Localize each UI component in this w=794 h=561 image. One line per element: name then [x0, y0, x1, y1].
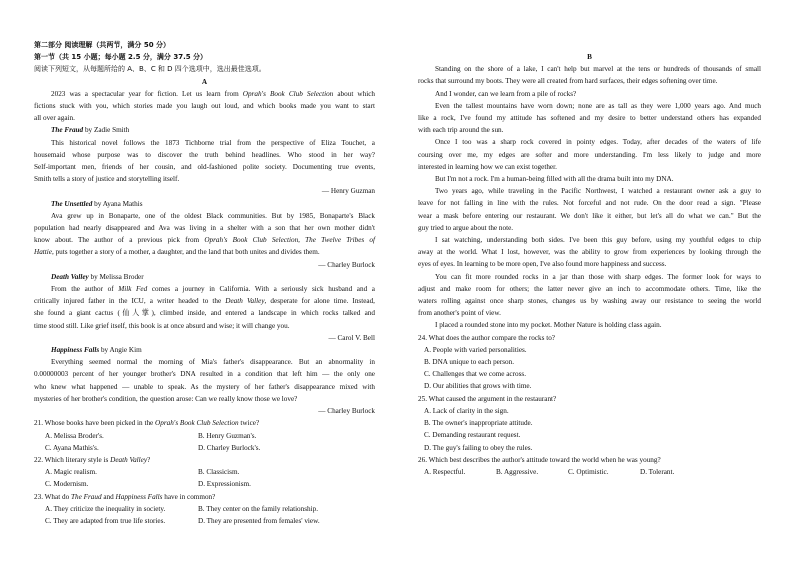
book-entry	[34, 344, 375, 417]
text-line: eyes of eyes. In learning to be more open, I've also found more happiness and success.	[418, 260, 667, 269]
text-line: leave for not falling in line with the rules. Not forceful and not rude. On the door read a sign. "Please	[418, 199, 761, 208]
question-stem: 25. What caused the argument in the restaurant?	[418, 394, 557, 403]
text-line: rocks that surround my boots. They were all created from hard surfaces, their edges softening over time.	[418, 77, 718, 86]
book-text-line: Ava grew up in Bonaparte, one of the oldest Black communities. But by 1985, Bonaparte's Black	[51, 211, 375, 220]
text-line: adjust and make room for others; the latter never give an inch to accommodate others. Time, like the	[418, 284, 761, 293]
text-line: with each trip around the sun.	[418, 126, 504, 135]
text-line: Even the tallest mountains have worn down; none are as tall as they were 1,000 years ago. And much	[435, 101, 761, 110]
book-text-line: Self-important men, friends of her cousin, and old-fashioned polite society. Documenting true events,	[34, 163, 375, 172]
option-row	[34, 430, 375, 442]
option[interactable]: C. Optimistic.	[568, 467, 609, 476]
paragraph	[418, 185, 761, 234]
book-heading: Happiness Falls by Angie Kim	[51, 346, 142, 355]
book-entry	[34, 271, 375, 344]
text-line: coursing over me, my edges are softer and more understanding. I'm less likely to judge and more	[418, 150, 761, 159]
option[interactable]: D. Charley Burlock's.	[198, 443, 261, 452]
paragraph	[418, 234, 761, 271]
paragraph	[418, 271, 761, 320]
passage-a-intro	[34, 88, 375, 125]
passage-a-label: A	[201, 77, 208, 86]
option[interactable]: A. Magic realism.	[45, 468, 97, 477]
question-stem: 24. What does the author compare the rocks to?	[418, 333, 555, 342]
question	[34, 454, 375, 491]
option[interactable]: C. Ayana Mathis's.	[45, 443, 99, 452]
book-text-line: Hattie, puts together a story of a mother, a daughter, and the land that both unites and divides them.	[34, 248, 320, 257]
book-heading: The Fraud by Zadie Smith	[51, 126, 130, 135]
book-entry	[34, 124, 375, 197]
paragraph	[418, 173, 761, 185]
option[interactable]: D. Expressionism.	[198, 480, 251, 489]
text-line: away at the world. What I lost, however, was the ability to grow from experiences by looking through the	[418, 248, 761, 257]
reviewer: — Henry Guzman	[321, 187, 375, 196]
option-row	[34, 478, 375, 490]
option[interactable]: B. They center on the family relationship.	[198, 504, 319, 513]
text-line: And I wonder, can we learn from a pile of rocks?	[435, 89, 577, 98]
option[interactable]: A. People with varied personalities.	[424, 345, 527, 354]
option[interactable]: B. DNA unique to each person.	[424, 358, 515, 367]
option[interactable]: D. They are presented from females' view.	[198, 516, 320, 525]
book-text-line: This historical novel follows the 1873 Tichborne trial from the perspective of Eliza Touchet, a	[51, 138, 375, 147]
passage-b-label: B	[587, 53, 592, 61]
question-stem: 22. Which literary style is Death Valley?	[34, 455, 151, 464]
option-row	[34, 442, 375, 454]
part-heading: 第二部分 阅读理解（共两节，满分 50 分）	[34, 41, 171, 49]
option[interactable]: A. Respectful.	[424, 467, 466, 476]
question	[418, 393, 761, 454]
intro-line: 2023 was a spectacular year for fiction. Let us learn from Oprah's Book Club Selection about which	[51, 89, 375, 98]
option[interactable]: C. Challenges that we come across.	[424, 370, 526, 379]
question	[418, 454, 761, 478]
question-stem: 21. Whose books have been picked in the Oprah's Book Club Selection twice?	[34, 419, 260, 428]
text-line: interested in learning how we can exist together.	[418, 162, 557, 171]
text-line: You can fit more rounded rocks in a jar than those with sharp edges. The former look for ways to	[435, 272, 761, 281]
reviewer: — Charley Burlock	[318, 407, 375, 416]
option-row	[34, 515, 375, 527]
book-heading: The Unsettled by Ayana Mathis	[51, 199, 143, 208]
option-row	[34, 503, 375, 515]
option-row	[418, 466, 761, 478]
option[interactable]: D. Our abilities that grows with time.	[424, 382, 532, 391]
option[interactable]: D. The guy's failing to obey the rules.	[424, 443, 533, 452]
section-heading: 第一节（共 15 小题；每小题 2.5 分，满分 37.5 分）	[34, 53, 208, 62]
option[interactable]: C. Demanding restaurant request.	[424, 431, 521, 440]
option[interactable]: B. Henry Guzman's.	[198, 431, 257, 440]
text-line: guy tried to argue about the note.	[418, 223, 514, 232]
text-line: Once I too was a sharp rock covered in pointy edges. Today, after decades of the waters of life	[435, 138, 761, 147]
option[interactable]: A. Melissa Broder's.	[45, 431, 104, 440]
book-text-line: Everything seemed normal the morning of Mia's father's disappearance. But an abnormality in	[51, 358, 375, 367]
book-text-line: housemaid whose purpose was to discover the truth behind headlines. Who stood in her way?	[34, 150, 375, 159]
paragraph	[418, 88, 761, 100]
option[interactable]: A. Lack of clarity in the sign.	[424, 406, 509, 415]
question-stem: 26. Which best describes the author's attitude toward the world when he was young?	[418, 455, 661, 464]
text-line: Standing on the shore of a lake, I can't help but marvel at the tens or hundreds of thousands of small	[435, 65, 761, 74]
question	[34, 491, 375, 528]
question-stem: 23. What do The Fraud and Happiness Falls have in common?	[34, 492, 216, 501]
text-line: like a rock, I've found my attitude has softened and my desire to better understand others has expanded	[418, 114, 761, 123]
paragraph	[418, 100, 761, 137]
book-text-line: 0.00000003 percent of her younger brother's DNA resulted in a condition that left him — the only one	[34, 370, 375, 379]
text-line: But I'm not a rock. I'm a human-being filled with all the drama built into my DNA.	[435, 175, 674, 184]
option[interactable]: B. Aggressive.	[496, 467, 539, 476]
book-text-line: Smith tells a story of justice and storytelling itself.	[34, 175, 180, 184]
reviewer: — Charley Burlock	[318, 260, 375, 269]
book-text-line: who knew what happened — unable to speak. As the mystery of her father's disappearance mixed with	[34, 382, 375, 391]
paragraph	[418, 319, 761, 331]
text-line: from another's point of view.	[418, 309, 501, 318]
book-heading: Death Valley by Melissa Broder	[51, 272, 144, 281]
text-line: waters rolling against once sharp stones, changes us by washing away our resistance to seeing the world	[418, 297, 761, 306]
paragraph	[418, 63, 761, 87]
text-line: Two years ago, while traveling in the Pacific Northwest, I watched a restaurant owner ask a guy to	[435, 187, 761, 196]
option[interactable]: C. Modernism.	[45, 480, 89, 489]
question	[418, 332, 761, 393]
book-text-line: From the author of Milk Fed comes a journey in California. With a seriously sick husband and a	[51, 285, 375, 294]
option[interactable]: C. They are adapted from true life stories.	[45, 516, 166, 525]
intro-line: all over again.	[34, 114, 75, 123]
reviewer: — Carol V. Bell	[328, 333, 375, 342]
option[interactable]: D. Tolerant.	[640, 467, 675, 476]
option[interactable]: B. The owner's inappropriate attitude.	[424, 419, 533, 428]
option[interactable]: A. They criticize the inequality in society.	[45, 504, 166, 513]
book-text-line: mysteries of her brother's condition, the question arose: Can we really know those we love?	[34, 394, 298, 403]
left-column	[34, 39, 375, 527]
book-text-line: critically injured father in the ICU, a writer headed to the Death Valley, desperate for alone time. Instead,	[34, 297, 375, 306]
right-column	[418, 51, 761, 478]
option-row	[34, 466, 375, 478]
text-line: I sat watching, understanding both sides. I've been this guy before, using my youthful edges to chip	[435, 236, 761, 245]
option[interactable]: B. Classicism.	[198, 468, 240, 477]
text-line: I placed a rounded stone into my pocket. Mother Nature is holding class again.	[435, 321, 662, 330]
book-text-line: population had nearly disappeared and Ava was living in a shelter with a son that her own mother didn't	[34, 224, 375, 233]
paragraph	[418, 136, 761, 173]
question	[34, 417, 375, 454]
book-text-line: she found a giant cactus (仙人掌), climbed inside, and entered a landscape in which rocks talked and	[34, 309, 375, 318]
book-text-line: know about. The author of a previous pick from Oprah's Book Club Selection, The Twelve Tribes of	[34, 236, 375, 245]
text-line: wear a mask before entering our restaurant. We don't like it either, but let's all do what we can." But the	[418, 211, 761, 220]
book-text-line: time stood still. Like grief itself, this book is at once absurd and wise; it will change you.	[34, 321, 290, 330]
book-entry	[34, 198, 375, 271]
instructions: 阅读下列短文，从每题所给的 A、B、C 和 D 四个选项中，选出最佳选项。	[34, 65, 266, 74]
intro-line: fictions stuck with you, which stories made you laugh out loud, and which books made you want to start	[34, 102, 375, 111]
